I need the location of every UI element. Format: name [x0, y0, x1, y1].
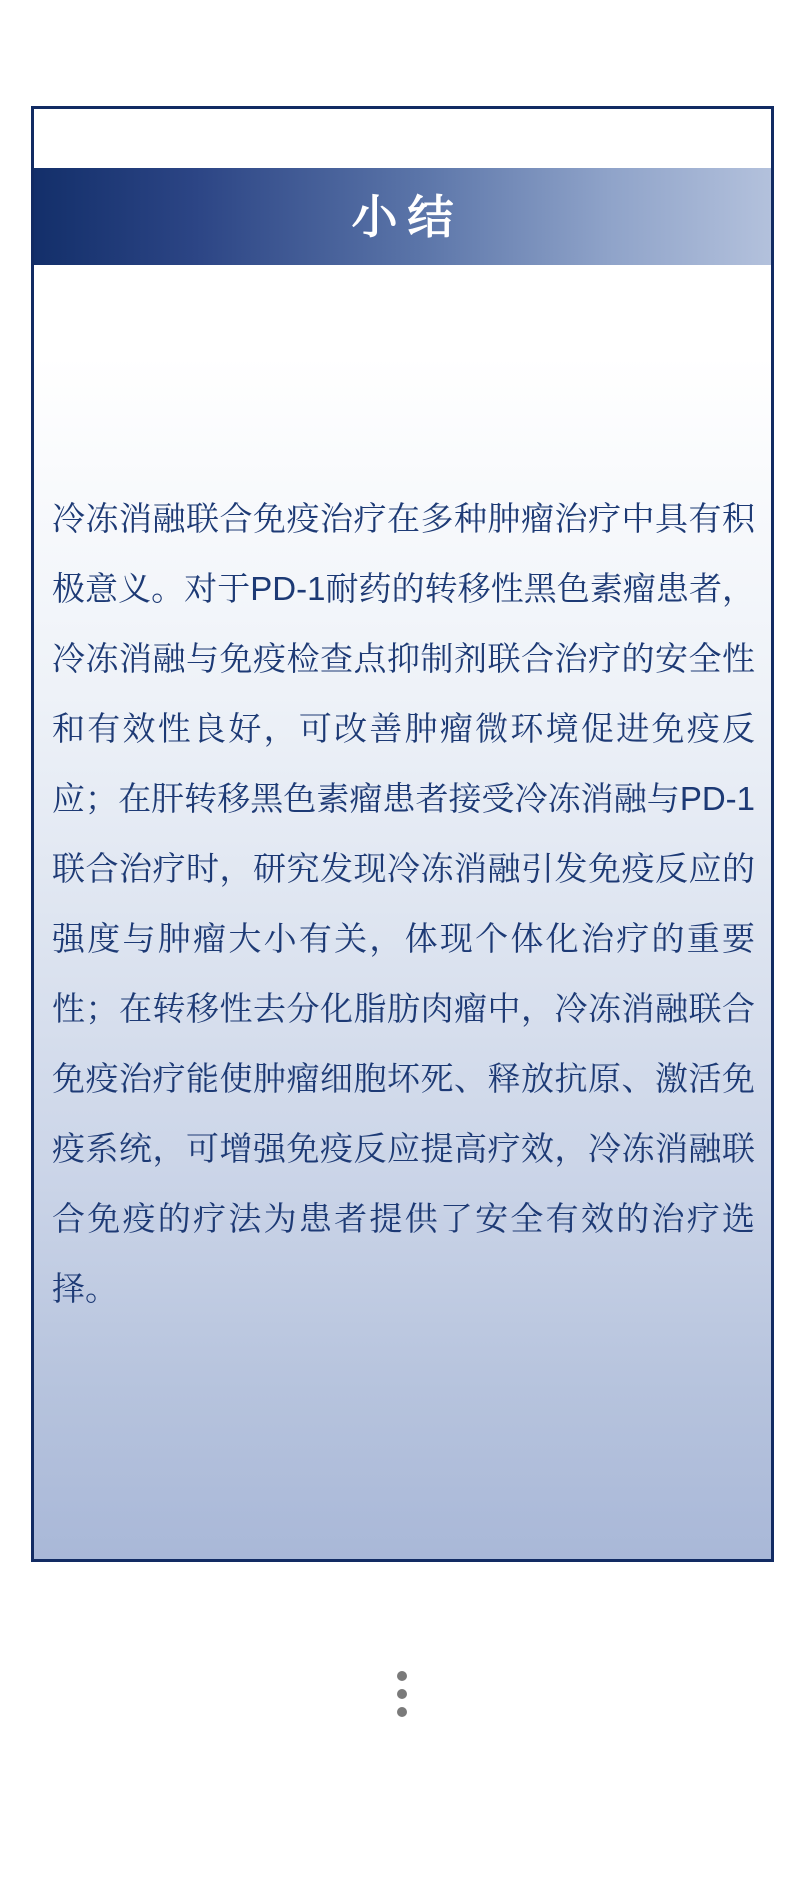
paragraph-line: 联合治疗时，研究发现冷冻消融引发免疫反应的 — [52, 850, 755, 887]
paragraph-line: 极意义。对于PD-1耐药的转移性黑色素瘤患者， — [52, 570, 755, 607]
ellipsis-dot — [397, 1707, 407, 1717]
article-card — [31, 106, 774, 1562]
paragraph-line: 和有效性良好，可改善肿瘤微环境促进免疫反 — [52, 710, 755, 747]
paragraph-line: 疫系统，可增强免疫反应提高疗效，冷冻消融联 — [52, 1130, 755, 1167]
paragraph-line: 合免疫的疗法为患者提供了安全有效的治疗选 — [52, 1200, 755, 1237]
ellipsis-dot — [397, 1689, 407, 1699]
paragraph-line: 免疫治疗能使肿瘤细胞坏死、释放抗原、激活免 — [52, 1060, 755, 1097]
paragraph-line: 冷冻消融与免疫检查点抑制剂联合治疗的安全性 — [52, 640, 755, 677]
article-body — [34, 265, 771, 1559]
card-top-gap — [34, 109, 771, 168]
ellipsis-dot — [397, 1671, 407, 1681]
paragraph-line: 应；在肝转移黑色素瘤患者接受冷冻消融与PD-1 — [52, 780, 755, 817]
section-title: 小结 — [351, 190, 464, 243]
paragraph-line: 强度与肿瘤大小有关，体现个体化治疗的重要 — [52, 920, 755, 957]
section-title-bar — [34, 168, 771, 265]
paragraph-line: 冷冻消融联合免疫治疗在多种肿瘤治疗中具有积 — [52, 500, 755, 537]
paragraph-line: 性；在转移性去分化脂肪肉瘤中，冷冻消融联合 — [52, 990, 755, 1027]
paragraph-line: 择。 — [52, 1270, 118, 1307]
more-options-icon[interactable] — [397, 1671, 407, 1717]
